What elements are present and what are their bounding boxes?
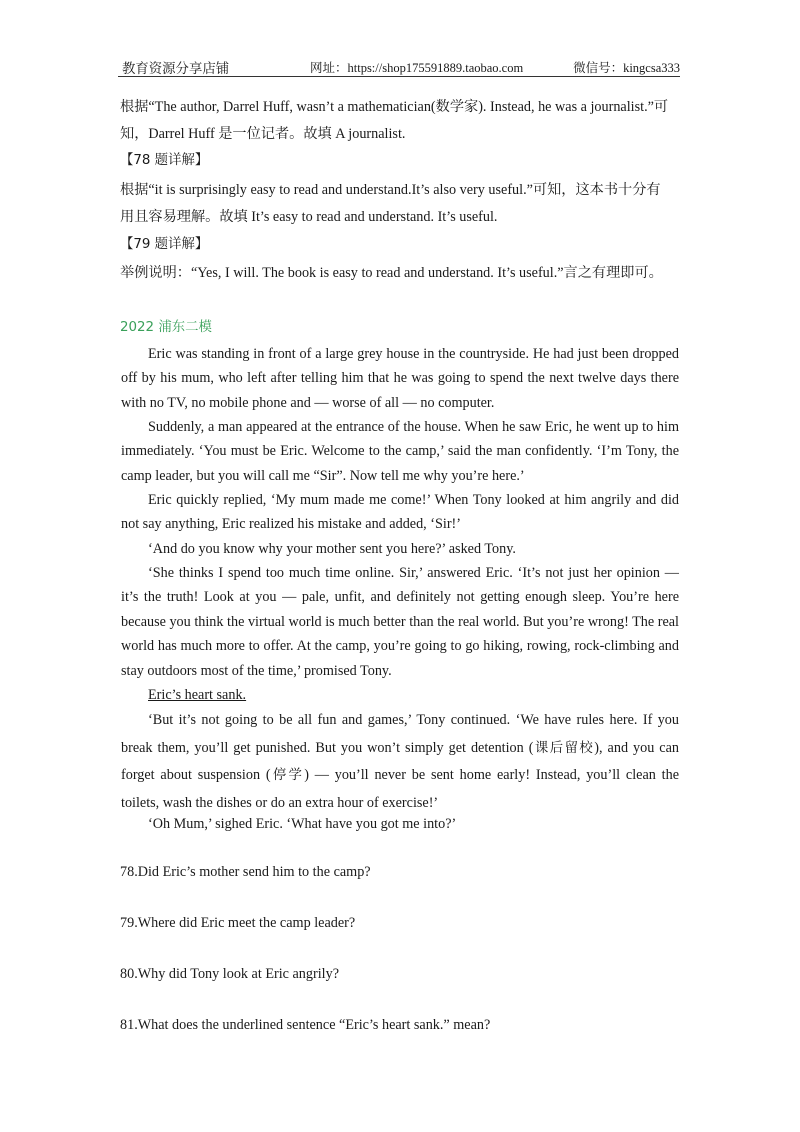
- section-title: 2022 浦东二模: [120, 320, 212, 335]
- underlined-sentence: Eric’s heart sank.: [148, 687, 247, 703]
- heading-78-detail: 【78 题详解】: [120, 153, 209, 168]
- story-paragraph-3: Eric quickly replied, ‘My mum made me come!’ When Tony looked at him angrily and did not say anything, Eric realized his mistake and added, ‘Sir!’: [121, 492, 679, 533]
- question-81: 81.What does the underlined sentence “Eric’s heart sank.” mean?: [120, 1017, 491, 1033]
- header-url: 网址：https://shop175591889.taobao.com: [310, 61, 524, 75]
- story-paragraph-6: [121, 683, 679, 707]
- story-paragraph-4: ‘And do you know why your mother sent you here?’ asked Tony.: [148, 541, 516, 557]
- p7-part-c: ), and you can forget about suspension (: [121, 739, 679, 783]
- story-paragraph-8: ‘Oh Mum,’ sighed Eric. ‘What have you got me into?’: [148, 816, 457, 832]
- story-paragraph-7: [121, 707, 679, 817]
- answer-77-line-1: 根据“The author, Darrel Huff, wasn’t a mathematician(数学家). Instead, he was a journalist.”可: [120, 99, 669, 115]
- heading-79-detail: 【79 题详解】: [120, 237, 209, 252]
- p7-part-a: ‘But it’s not going to be all fun and games,’ Tony continued. ‘We have rules here. If you break them, you’ll get punished. But you won’t simply get detention (: [121, 712, 679, 756]
- answer-77-line-2: 知，Darrel Huff 是一位记者。故填 A journalist.: [120, 126, 406, 142]
- p7-part-e: ) — you’ll never be sent home early! Instead, you’ll clean the toilets, wash the dishes or do an extra hour of exercise!’: [121, 767, 679, 811]
- p7-suspension-gloss: 停学: [270, 768, 305, 783]
- page-header: [118, 56, 680, 77]
- answer-78-line-2: 用且容易理解。故填 It’s easy to read and understand. It’s useful.: [120, 209, 498, 225]
- story-paragraph-1: Eric was standing in front of a large grey house in the countryside. He had just been dropped off by his mum, who left after telling him that he was going to spend the next twelve days there with no TV, no mobile phone and — worse of all — no computer.: [121, 346, 679, 411]
- story-paragraph-2: Suddenly, a man appeared at the entrance of the house. When he saw Eric, he went up to him immediately. ‘You must be Eric. Welcome to the camp,’ said the man confidently. ‘I’m Tony, the camp leader, but you will call me “Sir”. Now tell me why you’re here.’: [121, 419, 679, 484]
- answer-79-line: 举例说明：“Yes, I will. The book is easy to read and understand. It’s useful.”言之有理即可。: [120, 265, 663, 281]
- answer-78-line-1: 根据“it is surprisingly easy to read and understand.It’s also very useful.”可知，这本书十分有: [120, 182, 661, 198]
- header-wechat: 微信号：kingcsa333: [573, 61, 680, 75]
- question-78: 78.Did Eric’s mother send him to the camp?: [120, 864, 371, 880]
- question-79: 79.Where did Eric meet the camp leader?: [120, 915, 356, 931]
- header-shop-name: 教育资源分享店铺: [122, 62, 230, 77]
- question-80: 80.Why did Tony look at Eric angrily?: [120, 966, 339, 982]
- story-paragraph-5: ‘She thinks I spend too much time online. Sir,’ answered Eric. ‘It’s not just her opinion — it’s the truth! Look at you — pale, unfit, and definitely not getting enough sleep. You’re here because you think the virtual world is much better than the real world. But you’re wrong! The real world has much more to offer. At the camp, you’re going to go hiking, rowing, rock-climbing and stay outdoors most of the time,’ promised Tony.: [121, 565, 679, 679]
- p7-detention-gloss: 课后留校: [533, 740, 595, 756]
